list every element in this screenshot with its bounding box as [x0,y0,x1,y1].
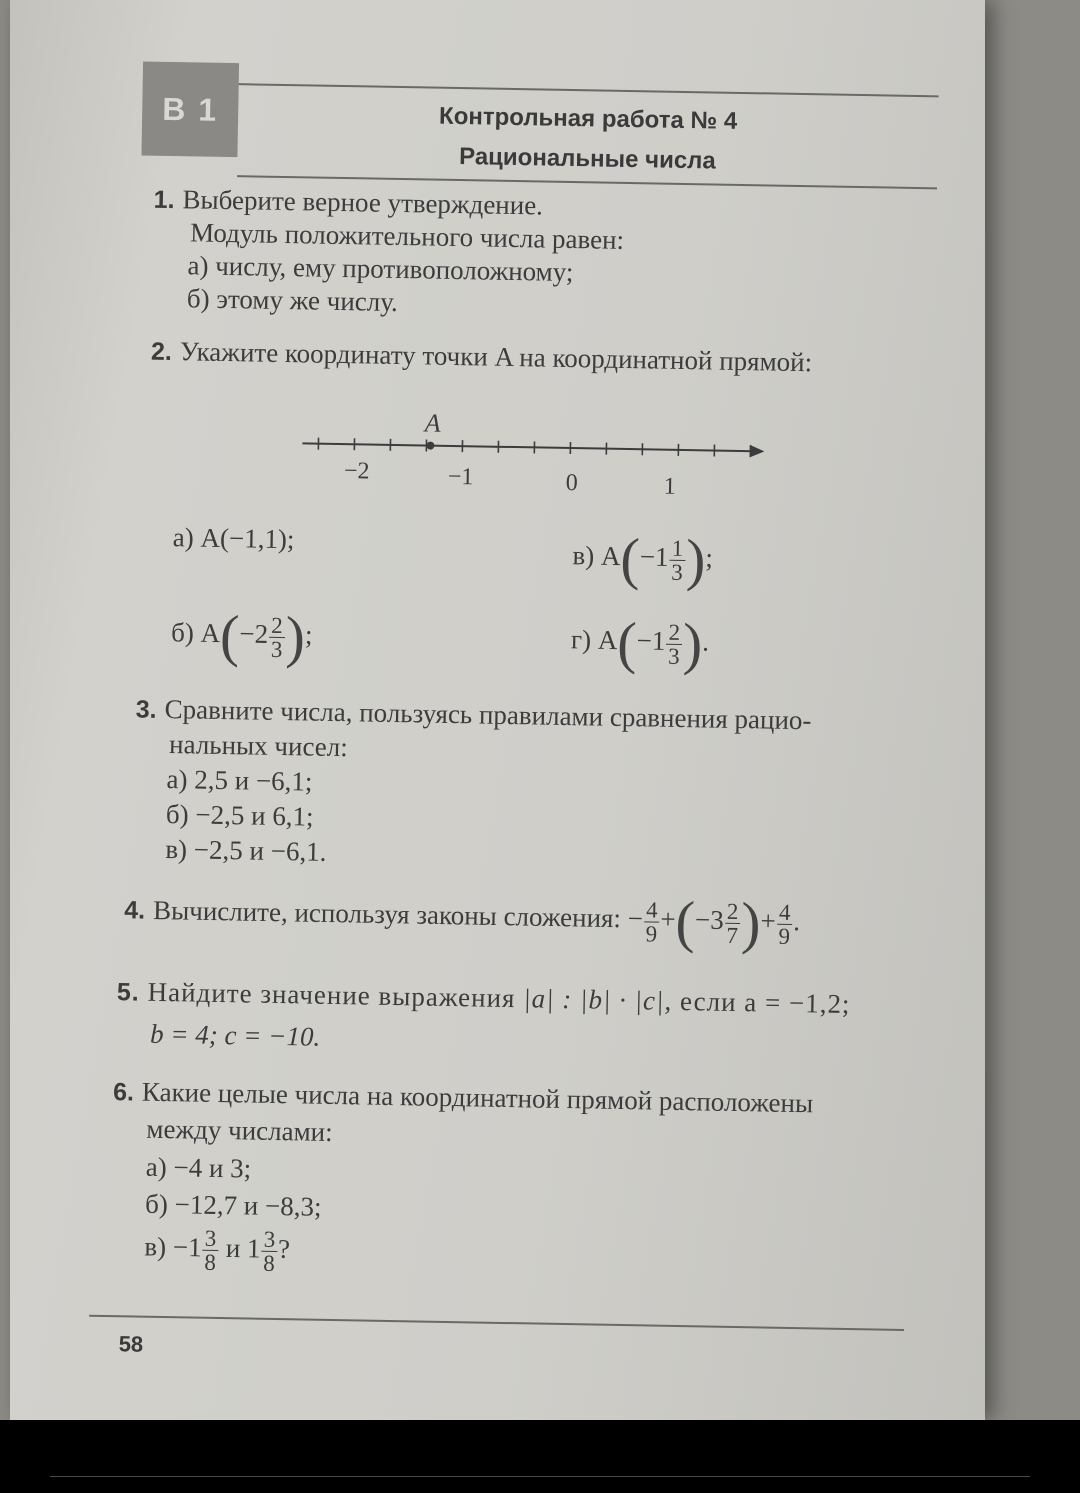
q6-v-mid: и 1 [225,1232,261,1264]
q4-plus-1: + [660,903,676,935]
q2-b-suffix: ; [304,619,313,650]
variant-badge: В 1 [141,61,239,157]
q6-text: Какие целые числа на координатной прямой расположены [141,1076,814,1119]
tick-label-0: 0 [565,469,579,497]
q4-f3-denominator: 9 [778,923,791,949]
q4-f2-denominator: 7 [726,922,739,948]
q4-number: 4. [124,896,146,925]
q5-condition: если a = −1,2; [679,986,851,1019]
q3-line2: нальных чисел: [168,729,349,763]
q4-sign: − [627,903,644,934]
number-line-ticks [318,438,750,458]
q2-g-whole: −1 [636,625,666,656]
q4-f1-numerator: 4 [645,896,658,923]
q3-option-b: б) −2,5 и 6,1; [165,799,314,832]
q4-text: Вычислите, используя законы сложения: [152,895,622,934]
q4-f1-denominator: 9 [645,920,658,947]
q2-b-numerator: 2 [271,612,284,638]
q6-line1 [113,1076,814,1119]
q1-option-b: б) этому же числу. [186,283,399,317]
q6-v-fraction-1 [202,1227,218,1274]
q2-v-rparen: ) [685,527,706,593]
q4-f2-numerator: 2 [726,898,739,924]
q5-line2: b = 4; c = −10. [149,1018,321,1052]
q2-option-g [570,609,710,677]
q3-text: Сравните числа, пользуясь правилами сравнения рацио- [164,693,812,736]
point-a-label: A [424,408,441,438]
q2-v-numerator: 1 [671,535,684,561]
q6-option-v [144,1226,290,1276]
q4-f3-numerator: 4 [778,899,791,925]
q1-option-a: а) числу, ему противоположному; [187,250,574,288]
q5-line1 [117,976,851,1020]
q6-v-f1-numerator: 3 [204,1225,217,1251]
q2-g-numerator: 2 [668,619,681,645]
q6-v-end: ? [277,1233,291,1264]
q2-g-denominator: 3 [667,643,680,669]
q2-number: 2. [150,337,173,367]
page-subtitle: Рациональные числа [458,143,717,175]
q1-number: 1. [153,185,175,215]
q2-v-lparen: ( [619,525,641,592]
q2-g-suffix: . [702,626,710,657]
q6-v-f1-denominator: 8 [204,1249,217,1275]
q1-line1 [153,184,543,222]
q6-v-f2-numerator: 3 [263,1226,276,1252]
number-line [294,401,775,499]
q2-option-a: а) A(−1,1); [172,522,295,555]
header-top-rule [239,83,939,97]
q6-line2: между числами: [146,1113,333,1147]
q4-f2-whole: −3 [694,904,725,935]
q2-g-lparen: ( [616,609,638,676]
number-line-axis [302,443,754,451]
q6-v-fraction-2 [261,1228,277,1275]
tick-label-minus2: −2 [343,458,370,485]
textbook-page [10,0,985,1420]
q2-b-lparen: ( [219,602,240,669]
q4-plus-2: + [760,905,777,936]
q2-v-suffix: ; [705,542,714,573]
point-a-dot [426,442,434,450]
q2-v-prefix: в) A [572,540,621,572]
q2-g-prefix: г) A [570,624,618,656]
q6-v-prefix: в) −1 [144,1231,202,1263]
q6-number: 6. [112,1078,135,1107]
q4-fraction-2 [724,899,740,946]
q2-v-whole: −1 [639,541,669,572]
q3-option-v: в) −2,5 и −6,1. [165,834,327,867]
page-title: Контрольная работа № 4 [438,102,738,135]
q4-fraction-1 [643,898,659,945]
q2-b-whole: −2 [239,618,269,649]
q2-option-b [170,602,313,670]
q2-line [151,336,813,379]
q1-line2: Модуль положительного числа равен: [189,217,625,255]
page-number: 58 [118,1331,144,1357]
tick-label-minus1: −1 [447,463,474,491]
q2-b-fraction [269,613,285,660]
q5-number: 5. [116,978,140,1007]
q2-v-fraction [669,536,685,583]
tick-label-1: 1 [663,473,676,500]
number-line-arrow [750,445,764,457]
q4-fraction-3 [776,900,792,947]
footer-rule [89,1315,904,1331]
q2-g-rparen: ) [682,611,703,677]
q5-expression: |a| : |b| · |c|, [522,983,673,1016]
bottom-divider [50,1476,1030,1477]
q6-v-f2-denominator: 8 [263,1250,276,1276]
q4-line [124,883,801,956]
q6-option-b: б) −12,7 и −8,3; [144,1188,322,1222]
q3-option-a: а) 2,5 и −6,1; [166,764,313,797]
q2-v-denominator: 3 [671,559,684,585]
q2-text: Укажите координату точки A на координатной прямой: [179,336,813,378]
q2-b-rparen: ) [285,604,306,670]
q2-option-v [572,525,714,593]
q4-lparen: ( [675,888,696,955]
q2-b-denominator: 3 [270,636,283,662]
q4-rparen: ) [740,890,762,956]
q1-text: Выберите верное утверждение. [182,184,544,221]
q6-option-a: а) −4 и 3; [145,1151,252,1184]
q2-b-prefix: б) A [170,617,221,649]
q2-g-fraction [666,620,682,667]
q4-end: . [793,906,801,937]
q3-number: 3. [135,695,157,724]
q5-text: Найдите значение выражения [147,976,516,1014]
